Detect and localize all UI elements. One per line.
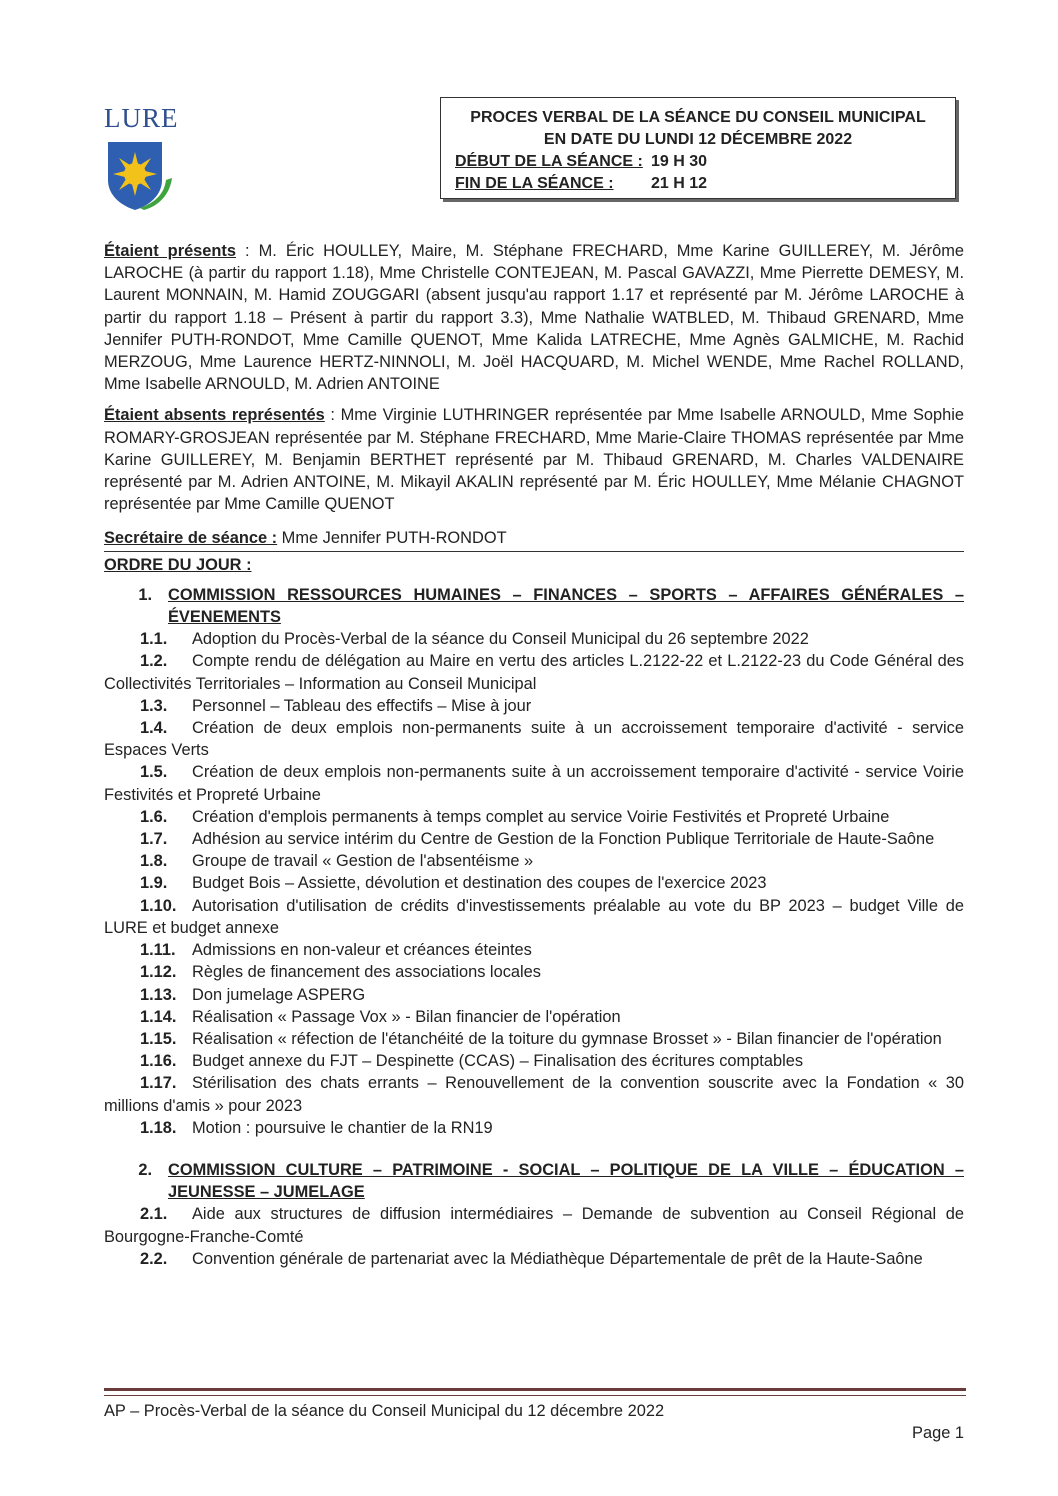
present-label: Étaient présents (104, 242, 237, 260)
document-body (104, 240, 964, 1270)
agenda-item-number: 1.14. (140, 1007, 177, 1026)
agenda-item (104, 850, 964, 872)
agenda-item-text: Stérilisation des chats errants – Renouvellement de la convention souscrite avec la Fondation « 30 millions d'amis » pour 2023 (104, 1074, 964, 1115)
agenda-item-text: Création d'emplois permanents à temps complet au service Voirie Festivités et Propreté Urbaine (192, 807, 890, 826)
section-1-title: COMMISSION RESSOURCES HUMAINES – FINANCES – SPORTS – AFFAIRES GÉNÉRALES – ÉVENEMENTS (168, 585, 964, 627)
coat-of-arms-icon (104, 140, 176, 212)
section-1-items (104, 628, 964, 1139)
secretary-label: Secrétaire de séance : (104, 529, 278, 548)
agenda-item-number: 1.16. (140, 1052, 177, 1071)
agenda-item (104, 1050, 964, 1072)
agenda-item-number: 1.5. (140, 763, 168, 782)
footer-rule (104, 1388, 966, 1396)
secretary-line (104, 527, 964, 551)
agenda-item-number: 1.4. (140, 719, 168, 738)
agenda-item-text: Adoption du Procès-Verbal de la séance du Conseil Municipal du 26 septembre 2022 (192, 630, 809, 649)
secretary-text: Mme Jennifer PUTH-RONDOT (277, 529, 507, 548)
agenda-item-number: 1.15. (140, 1029, 177, 1048)
agenda-item-text: Don jumelage ASPERG (192, 985, 366, 1004)
agenda-item-text: Règles de financement des associations locales (192, 963, 541, 982)
absent-text: : Mme Virginie LUTHRINGER représentée par Mme Isabelle ARNOULD, Mme Sophie ROMARY-GROSJEAN représentée par M. Stéphane FRECHARD, Mme Marie-Claire THOMAS représentée par Mme Karine GUILLEREY, M. Benjamin BERTHET représenté par M. Thibaud GRENARD, M. Charles VALDENAIRE représenté par M. Adrien ANTOINE, M. Mikayil AKALIN représenté par M. Éric HOULLEY, Mme Mélanie CHAGNOT représentée par Mme Camille QUENOT (104, 406, 964, 514)
agenda-item-number: 2.1. (140, 1205, 168, 1224)
agenda-item (104, 1028, 964, 1050)
agenda-label: ORDRE DU JOUR : (104, 555, 252, 574)
agenda-item (104, 828, 964, 850)
agenda-item (104, 895, 964, 939)
agenda-item (104, 1248, 964, 1270)
start-row (455, 151, 955, 173)
agenda-item-number: 1.6. (140, 807, 168, 826)
title-box (440, 97, 956, 199)
agenda-item-text: Réalisation « Passage Vox » - Bilan financier de l'opération (192, 1007, 621, 1026)
agenda-item-text: Aide aux structures de diffusion intermédiaires – Demande de subvention au Conseil Régional de Bourgogne-Franche-Comté (104, 1205, 964, 1246)
agenda-item-text: Motion : poursuive le chantier de la RN19 (192, 1118, 493, 1137)
agenda-item-number: 1.17. (140, 1074, 177, 1093)
agenda-item-number: 1.2. (140, 652, 168, 671)
present-paragraph (104, 240, 964, 395)
agenda-item (104, 1203, 964, 1247)
footer-text: AP – Procès-Verbal de la séance du Conseil Municipal du 12 décembre 2022 (104, 1402, 665, 1420)
agenda-item-number: 1.9. (140, 874, 168, 893)
agenda-item-text: Autorisation d'utilisation de crédits d'investissements préalable au vote du BP 2023 – budget Ville de LURE et budget annexe (104, 896, 964, 937)
agenda-item (104, 628, 964, 650)
agenda-item-number: 1.8. (140, 852, 168, 871)
agenda-item-number: 1.10. (140, 896, 177, 915)
agenda-item-number: 2.2. (140, 1249, 168, 1268)
agenda-item (104, 939, 964, 961)
agenda-item-text: Adhésion au service intérim du Centre de Gestion de la Fonction Publique Territoriale de Haute-Saône (192, 830, 935, 849)
agenda-item (104, 961, 964, 983)
agenda-item-text: Budget annexe du FJT – Despinette (CCAS) – Finalisation des écritures comptables (192, 1052, 804, 1071)
agenda-item (104, 761, 964, 805)
absent-paragraph (104, 404, 964, 515)
agenda-item-text: Création de deux emplois non-permanents suite à un accroissement temporaire d'activité - service Espaces Verts (104, 719, 964, 760)
agenda-item (104, 984, 964, 1006)
section-1-heading (104, 584, 964, 628)
title-line-2: EN DATE DU LUNDI 12 DÉCEMBRE 2022 (543, 131, 853, 148)
agenda-item (104, 806, 964, 828)
agenda-item-text: Création de deux emplois non-permanents suite à un accroissement temporaire d'activité - service Voirie Festivités et Propreté Urbaine (104, 763, 964, 804)
agenda-item (104, 1117, 964, 1139)
agenda-item (104, 717, 964, 761)
agenda-item (104, 872, 964, 894)
section-2-items (104, 1203, 964, 1270)
page-number: Page 1 (912, 1424, 964, 1442)
agenda-item-text: Budget Bois – Assiette, dévolution et destination des coupes de l'exercice 2023 (192, 874, 767, 893)
agenda-item-text: Groupe de travail « Gestion de l'absentéisme » (192, 852, 534, 871)
absent-label: Étaient absents représentés (104, 406, 325, 425)
section-2-title: COMMISSION CULTURE – PATRIMOINE - SOCIAL – POLITIQUE DE LA VILLE – ÉDUCATION – JEUNESSE – JUMELAGE (168, 1160, 964, 1202)
agenda-item-text: Réalisation « réfection de l'étanchéité de la toiture du gymnase Brosset » - Bilan financier de l'opération (192, 1029, 942, 1048)
agenda-item-text: Convention générale de partenariat avec la Médiathèque Départementale de prêt de la Haute-Saône (192, 1249, 923, 1268)
section-1-number: 1. (138, 585, 152, 604)
agenda-item (104, 1006, 964, 1028)
agenda-item-number: 1.12. (140, 963, 177, 982)
end-value: 21 H 12 (651, 175, 708, 192)
start-label: DÉBUT DE LA SÉANCE : (455, 153, 643, 170)
agenda-item-text: Personnel – Tableau des effectifs – Mise à jour (192, 696, 532, 715)
start-value: 19 H 30 (651, 153, 708, 170)
present-text: : M. Éric HOULLEY, Maire, M. Stéphane FRECHARD, Mme Karine GUILLEREY, M. Jérôme LAROCHE (à partir du rapport 1.18), Mme Christelle CONTEJEAN, M. Pascal GAVAZZI, Mme Pierrette DEMESY, M. Laurent MONNAIN, M. Hamid ZOUGGARI (absent jusqu'au rapport 1.17 et représenté par M. Jérôme LAROCHE à partir du rapport 1.18 – Présent à partir du rapport 3.3), Mme Nathalie WATBLED, M. Thibaud GRENARD, Mme Jennifer PUTH-RONDOT, Mme Camille QUENOT, Mme Kalida LATRECHE, Mme Agnès GALMICHE, M. Rachid MERZOUG, Mme Laurence HERTZ-NINNOLI, M. Joël HACQUARD, M. Michel WENDE, Mme Rachel ROLLAND, Mme Isabelle ARNOULD, M. Adrien ANTOINE (104, 242, 965, 394)
lure-logo (104, 104, 184, 212)
title-line-1: PROCES VERBAL DE LA SÉANCE DU CONSEIL MUNICIPAL (470, 109, 926, 126)
agenda-item-number: 1.13. (140, 985, 177, 1004)
end-label: FIN DE LA SÉANCE : (455, 175, 614, 192)
agenda-item (104, 650, 964, 694)
agenda-item (104, 1072, 964, 1116)
section-2-heading (104, 1159, 964, 1203)
logo-text: LURE (104, 103, 179, 133)
agenda-item-text: Compte rendu de délégation au Maire en vertu des articles L.2122-22 et L.2122-23 du Code Général des Collectivités Territoriales – Information au Conseil Municipal (104, 652, 964, 693)
agenda-item (104, 695, 964, 717)
agenda-item-text: Admissions en non-valeur et créances éteintes (192, 941, 532, 960)
agenda-item-number: 1.11. (140, 941, 176, 960)
agenda-item-number: 1.1. (140, 630, 168, 649)
agenda-item-number: 1.3. (140, 696, 168, 715)
agenda-item-number: 1.7. (140, 830, 168, 849)
end-row (455, 173, 955, 195)
agenda-item-number: 1.18. (140, 1118, 177, 1137)
section-2-number: 2. (138, 1160, 152, 1179)
